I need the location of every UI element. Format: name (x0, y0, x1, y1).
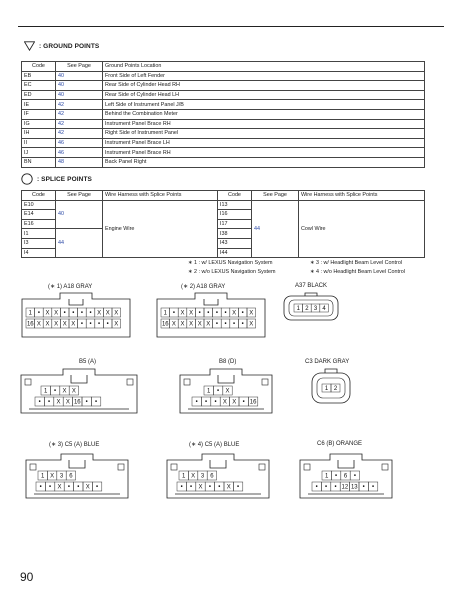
connector-lock (382, 464, 388, 470)
ground-code: IF (22, 109, 56, 119)
pin-label: • (63, 310, 66, 317)
pin-label: 16 (26, 321, 34, 328)
connector-label-a18-1: (∗ 1) A18 GRAY (48, 284, 93, 290)
splice-code: I1 (22, 229, 56, 239)
pin-label: 1 (28, 310, 32, 317)
col-harness-left: Wire Harness with Splice Points (103, 191, 218, 201)
ground-location: Back Panel Right (103, 157, 425, 167)
pin-label: X (65, 399, 70, 406)
pin-label: X (57, 484, 62, 491)
connector-label-a18-2: (∗ 2) A18 GRAY (181, 284, 226, 290)
pin-label: 2 (333, 386, 338, 393)
table-row (22, 81, 425, 91)
splice-code: I3 (22, 238, 56, 248)
ground-location: Rear Side of Cylinder Head RH (103, 81, 425, 91)
ground-header-row (22, 62, 425, 72)
pin-label: X (180, 310, 185, 317)
splice-code: I43 (218, 238, 252, 248)
connector-label-c5-4: (∗ 4) C5 (A) BLUE (189, 442, 240, 448)
splice-points-title: : SPLICE POINTS (37, 175, 92, 183)
pin-label: 1 (325, 473, 329, 480)
pin-label: X (105, 310, 110, 317)
pin-label: • (224, 310, 227, 317)
table-row (22, 157, 425, 167)
table-row (22, 90, 425, 100)
ground-points-header (24, 41, 99, 51)
pin-label: 1 (207, 388, 211, 395)
connector-latch (71, 375, 87, 383)
pin-label: 1 (182, 473, 186, 480)
pin-label: 4 (322, 306, 326, 313)
pin-label: • (67, 484, 70, 491)
connector-latch (305, 293, 317, 296)
pin-label: • (77, 484, 80, 491)
splice-code: E10 (22, 200, 56, 210)
pin-label: • (205, 399, 208, 406)
ground-page: 46 (56, 148, 103, 158)
ground-location: Instrument Panel Brace RH (103, 148, 425, 158)
pin-label: X (36, 321, 41, 328)
pin-label: • (80, 310, 83, 317)
pin-label: • (80, 321, 83, 328)
pin-label: X (114, 321, 119, 328)
pin-label: • (198, 310, 201, 317)
pin-label: • (207, 310, 210, 317)
pin-label: X (45, 321, 50, 328)
pin-label: 6 (210, 473, 214, 480)
pin-label: • (98, 321, 101, 328)
ground-code: EC (22, 81, 56, 91)
splice-harness: Cowl Wire (299, 200, 425, 258)
connector-latch (69, 460, 85, 468)
connector-c3-diagram (308, 367, 358, 409)
pin-label: • (49, 484, 52, 491)
connector-lock (259, 464, 265, 470)
pin-label: X (249, 310, 254, 317)
pin-label: 1 (44, 388, 48, 395)
splice-code: I16 (218, 210, 252, 220)
ground-code: IG (22, 119, 56, 129)
pin-label: 1 (41, 473, 45, 480)
pin-label: • (195, 399, 198, 406)
connector-c5-4-diagram (165, 452, 275, 500)
connector-label-a37: A37 BLACK (295, 283, 328, 289)
table-row (22, 138, 425, 148)
pin-label: X (180, 321, 185, 328)
pin-label: 2 (305, 306, 309, 313)
splice-header-row (22, 191, 425, 201)
pin-label: • (214, 399, 217, 406)
ground-code: IH (22, 129, 56, 139)
note-3: ∗ 3 : w/ Headlight Beam Level Control (310, 260, 403, 266)
pin-label: • (96, 484, 99, 491)
col-see-page: See Page (56, 62, 103, 72)
pin-label: X (232, 310, 237, 317)
ground-code: II (22, 138, 56, 148)
footnotes (188, 259, 405, 276)
note-1: ∗ 1 : w/ LEXUS Navigation System (188, 260, 273, 266)
connector-lock (184, 379, 190, 385)
pin-label: X (226, 484, 231, 491)
pin-label: X (71, 321, 76, 328)
pin-label: • (218, 484, 221, 491)
ground-code: ED (22, 90, 56, 100)
ground-location: Left Side of Instrument Panel J/B (103, 100, 425, 110)
pin-label: • (172, 310, 175, 317)
connector-lock (25, 379, 31, 385)
ground-page: 48 (56, 157, 103, 167)
pin-label: • (89, 321, 92, 328)
table-row (22, 148, 425, 158)
ground-page: 42 (56, 119, 103, 129)
pin-label: 1 (163, 310, 167, 317)
ground-location: Front Side of Left Fender (103, 71, 425, 81)
table-row (22, 109, 425, 119)
pin-label: • (190, 484, 193, 491)
table-row (22, 71, 425, 81)
pin-label: X (54, 310, 59, 317)
pin-label: X (232, 399, 237, 406)
connector-lock (118, 464, 124, 470)
pin-label: • (241, 321, 244, 328)
connector-label-b5: B5 (A) (79, 359, 97, 365)
connector-c6-diagram (298, 452, 398, 500)
connector-label-c6: C6 (B) ORANGE (317, 441, 363, 447)
pin-label: • (208, 484, 211, 491)
pin-label: X (206, 321, 211, 328)
ground-code: BN (22, 157, 56, 167)
pin-label: X (198, 484, 203, 491)
pin-label: 6 (343, 473, 348, 480)
connector-a18-1-diagram (20, 291, 135, 341)
col-location: Ground Points Location (103, 62, 425, 72)
splice-page: 44 (252, 200, 299, 258)
col-code-left: Code (22, 191, 56, 201)
connector-b8-diagram (178, 367, 278, 417)
pin-label: 3 (59, 473, 64, 480)
connector-lock (171, 464, 177, 470)
pin-label: X (71, 388, 76, 395)
connector-latch (210, 460, 226, 468)
ground-page: 40 (56, 81, 103, 91)
pin-label: • (54, 388, 57, 395)
pin-label: • (372, 484, 375, 491)
connector-latch (218, 375, 234, 383)
ground-page: 40 (56, 71, 103, 81)
pin-label: • (242, 399, 245, 406)
connector-c5-3-diagram (24, 452, 134, 500)
ground-page: 40 (56, 90, 103, 100)
pin-label: 3 (200, 473, 205, 480)
pin-label: X (225, 388, 230, 395)
connector-b5-diagram (19, 367, 144, 417)
pin-label: 1 (324, 386, 329, 393)
pin-label: • (106, 321, 109, 328)
pin-label: X (97, 310, 102, 317)
splice-points-table (21, 190, 425, 258)
ground-code: IJ (22, 148, 56, 158)
splice-code: I13 (218, 200, 252, 210)
pin-label: • (215, 321, 218, 328)
connector-lock (30, 464, 36, 470)
pin-label: X (54, 321, 59, 328)
connector-latch (338, 460, 354, 468)
ground-location: Right Side of Instrument Panel (103, 129, 425, 139)
ground-page: 42 (56, 100, 103, 110)
ground-location: Rear Side of Cylinder Head LH (103, 90, 425, 100)
table-row (22, 119, 425, 129)
pin-label: • (95, 399, 98, 406)
pin-label: • (85, 399, 88, 406)
splice-code: I38 (218, 229, 252, 239)
ground-points-title: : GROUND POINTS (39, 42, 100, 50)
pin-label: • (334, 484, 337, 491)
pin-label: X (114, 310, 119, 317)
pin-label: X (191, 473, 196, 480)
col-code-right: Code (218, 191, 252, 201)
pin-label: X (62, 321, 67, 328)
pin-label: • (325, 484, 328, 491)
pin-label: • (335, 473, 338, 480)
pin-label: • (315, 484, 318, 491)
splice-code: I44 (218, 248, 252, 258)
connector-label-b8: B8 (D) (219, 359, 237, 365)
connector-label-c5-3: (∗ 3) C5 (A) BLUE (49, 442, 100, 448)
col-see-page-right: See Page (252, 191, 299, 201)
splice-harness: Engine Wire (103, 200, 218, 258)
ground-location: Instrument Panel Brace RH (103, 119, 425, 129)
table-row (22, 100, 425, 110)
connector-lock (127, 379, 133, 385)
ground-page: 42 (56, 129, 103, 139)
connector-latch (325, 369, 337, 373)
pin-label: X (222, 399, 227, 406)
pin-label: • (48, 399, 51, 406)
pin-label: X (45, 310, 50, 317)
pin-label: • (353, 473, 356, 480)
pin-label: • (241, 310, 244, 317)
pin-label: • (215, 310, 218, 317)
connector-latch (204, 299, 218, 305)
pin-label: 13 (350, 484, 358, 491)
splice-code: E14 (22, 210, 56, 220)
pin-label: • (237, 484, 240, 491)
table-row (22, 200, 425, 210)
pin-label: • (37, 310, 40, 317)
pin-label: 6 (69, 473, 73, 480)
pin-label: X (171, 321, 176, 328)
connector-lock (262, 379, 268, 385)
pin-label: 16 (161, 321, 169, 328)
pin-label: 16 (249, 399, 257, 406)
ground-location: Instrument Panel Brace LH (103, 138, 425, 148)
note-4: ∗ 4 : w/o Headlight Beam Level Control (310, 268, 406, 275)
col-code: Code (22, 62, 56, 72)
pin-label: X (85, 484, 90, 491)
pin-label: 16 (73, 399, 81, 406)
ground-points-table (21, 61, 425, 168)
splice-page: 44 (56, 229, 103, 258)
pin-label: 12 (341, 484, 349, 491)
pin-label: 1 (296, 306, 300, 313)
pin-label: • (224, 321, 227, 328)
col-harness-right: Wire Harness with Splice Points (299, 191, 425, 201)
splice-points-header (21, 173, 92, 185)
pin-label: • (39, 484, 42, 491)
ground-location: Behind the Combination Meter (103, 109, 425, 119)
col-see-page-left: See Page (56, 191, 103, 201)
ground-code: EB (22, 71, 56, 81)
ground-triangle-icon (24, 41, 35, 51)
splice-code: E16 (22, 219, 56, 229)
top-rule (18, 26, 444, 27)
connector-lock (304, 464, 310, 470)
pin-label: • (180, 484, 183, 491)
pin-label: 3 (313, 306, 318, 313)
pin-label: • (233, 321, 236, 328)
ground-code: IE (22, 100, 56, 110)
pin-label: • (89, 310, 92, 317)
ground-page: 42 (56, 109, 103, 119)
splice-page: 40 (56, 200, 103, 229)
pin-label: • (38, 399, 41, 406)
pin-label: • (362, 484, 365, 491)
connector-housing (21, 369, 137, 413)
splice-code: I4 (22, 248, 56, 258)
table-row (22, 129, 425, 139)
connector-latch (69, 299, 83, 305)
connector-label-c3: C3 DARK GRAY (305, 359, 350, 365)
pin-label: • (72, 310, 75, 317)
pin-label: X (50, 473, 55, 480)
ground-page: 46 (56, 138, 103, 148)
pin-label: X (249, 321, 254, 328)
connector-a18-2-diagram (155, 291, 270, 341)
pin-label: X (189, 321, 194, 328)
pin-label: X (56, 399, 61, 406)
pin-label: X (62, 388, 67, 395)
splice-code: I17 (218, 219, 252, 229)
splice-circle-icon (21, 173, 33, 185)
pin-label: X (189, 310, 194, 317)
pin-label: X (197, 321, 202, 328)
note-2: ∗ 2 : w/o LEXUS Navigation System (188, 268, 276, 275)
connector-a37-diagram (282, 292, 342, 324)
pin-label: • (217, 388, 220, 395)
page-number: 90 (20, 570, 34, 584)
